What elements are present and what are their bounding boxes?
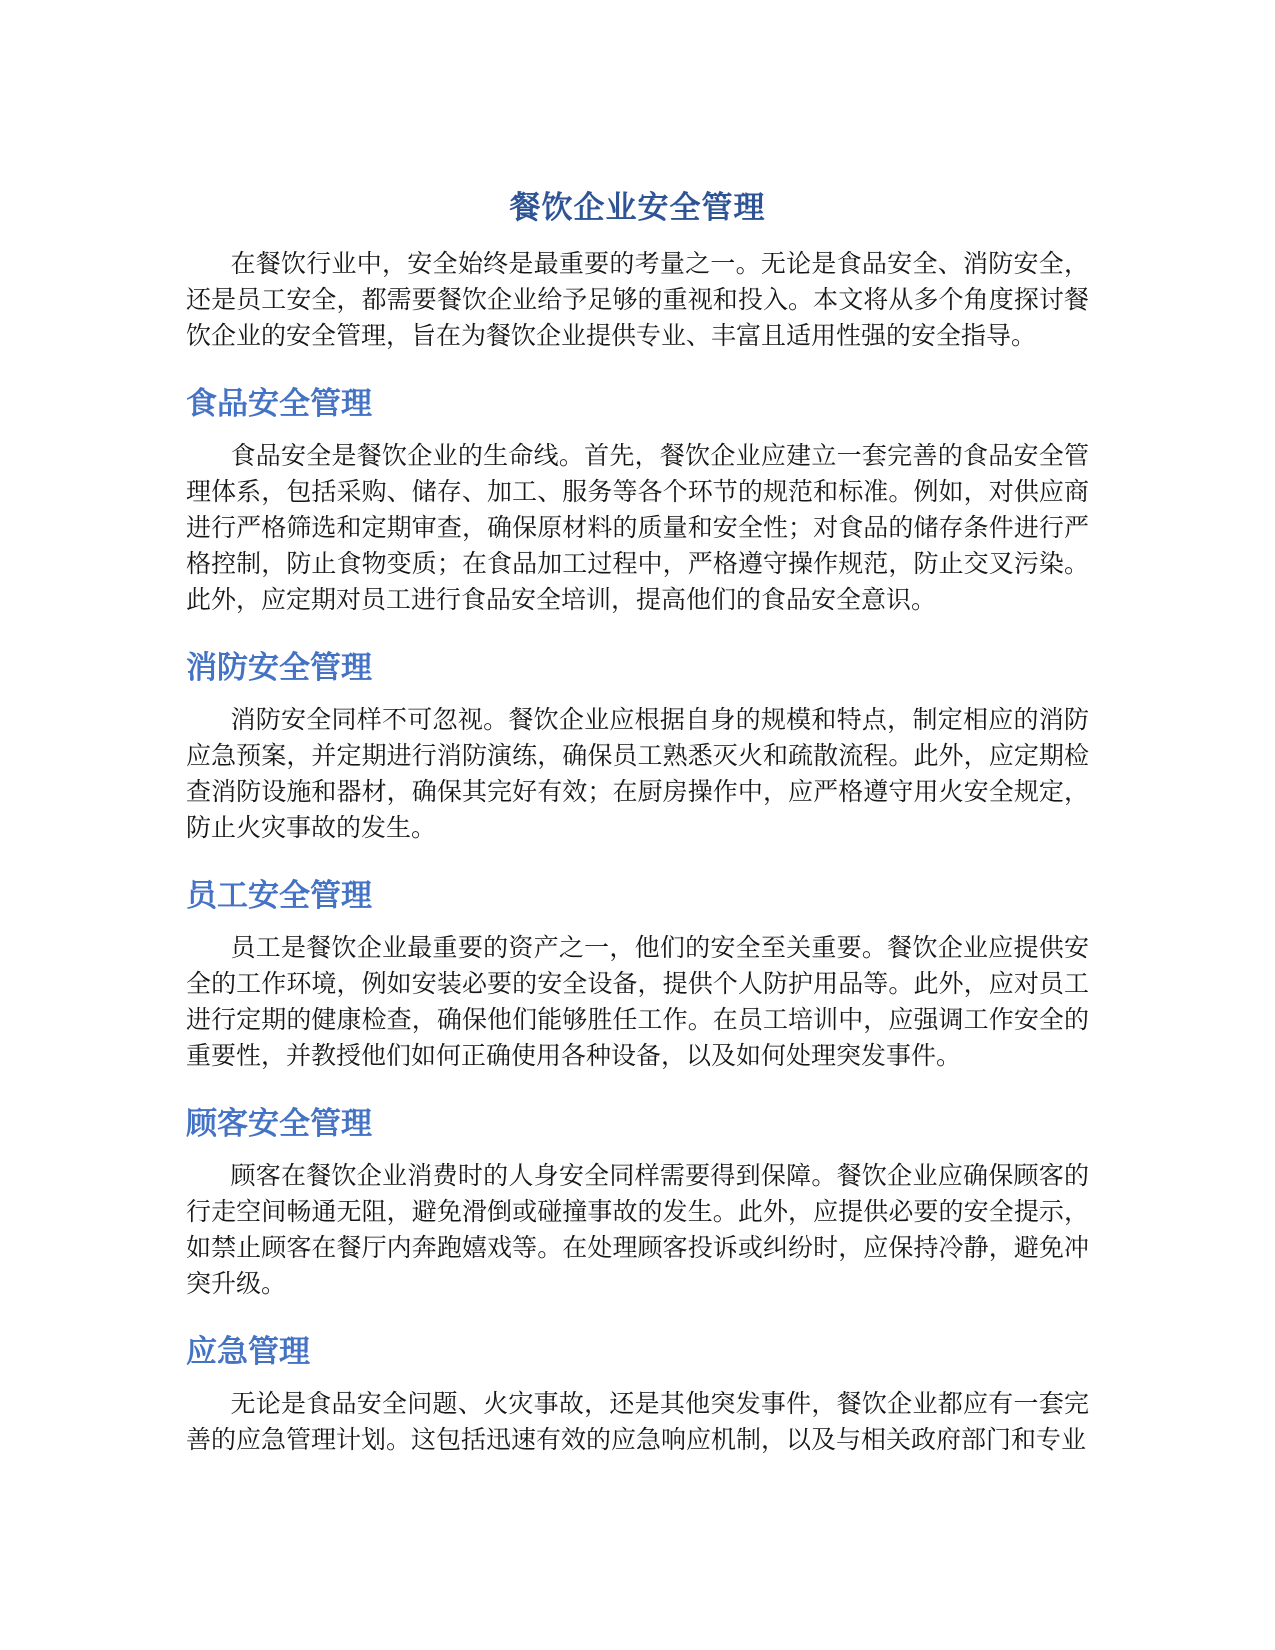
section-emergency-management [186,1330,1089,1459]
page-title: 餐饮企业安全管理 [509,190,766,225]
section-paragraph: 消防安全同样不可忽视。餐饮企业应根据自身的规模和特点，制定相应的消防应急预案，并定期进行消防演练，确保员工熟悉灭火和疏散流程。此外，应定期检查消防设施和器材，确保其完好有效；在厨房操作中，应严格遵守用火安全规定，防止火灾事故的发生。 [186,707,1089,842]
section-heading-employee-safety: 员工安全管理 [186,878,372,913]
section-paragraph: 顾客在餐饮企业消费时的人身安全同样需要得到保障。餐饮企业应确保顾客的行走空间畅通无阻，避免滑倒或碰撞事故的发生。此外，应提供必要的安全提示，如禁止顾客在餐厅内奔跑嬉戏等。在处理顾客投诉或纠纷时，应保持冷静，避免冲突升级。 [186,1163,1089,1298]
section-fire-safety [186,646,1089,847]
section-food-safety [186,382,1089,619]
section-paragraph: 食品安全是餐饮企业的生命线。首先，餐饮企业应建立一套完善的食品安全管理体系，包括采购、储存、加工、服务等各个环节的规范和标准。例如，对供应商进行严格筛选和定期审查，确保原材料的质量和安全性；对食品的储存条件进行严格控制，防止食物变质；在食品加工过程中，严格遵守操作规范，防止交叉污染。此外，应定期对员工进行食品安全培训，提高他们的食品安全意识。 [186,443,1089,614]
intro-paragraph: 在餐饮行业中，安全始终是最重要的考量之一。无论是食品安全、消防安全，还是员工安全，都需要餐饮企业给予足够的重视和投入。本文将从多个角度探讨餐饮企业的安全管理，旨在为餐饮企业提供专业、丰富且适用性强的安全指导。 [186,251,1089,350]
section-paragraph: 员工是餐饮企业最重要的资产之一，他们的安全至关重要。餐饮企业应提供安全的工作环境，例如安装必要的安全设备，提供个人防护用品等。此外，应对员工进行定期的健康检查，确保他们能够胜任工作。在员工培训中，应强调工作安全的重要性，并教授他们如何正确使用各种设备，以及如何处理突发事件。 [186,935,1089,1070]
section-heading-food-safety: 食品安全管理 [186,386,372,421]
section-employee-safety [186,874,1089,1075]
section-heading-fire-safety: 消防安全管理 [186,650,372,685]
section-customer-safety [186,1102,1089,1303]
section-heading-customer-safety: 顾客安全管理 [186,1106,372,1141]
section-heading-emergency-management: 应急管理 [186,1334,310,1369]
section-paragraph: 无论是食品安全问题、火灾事故，还是其他突发事件，餐饮企业都应有一套完善的应急管理计划。这包括迅速有效的应急响应机制，以及与相关政府部门和专业 [186,1391,1089,1454]
